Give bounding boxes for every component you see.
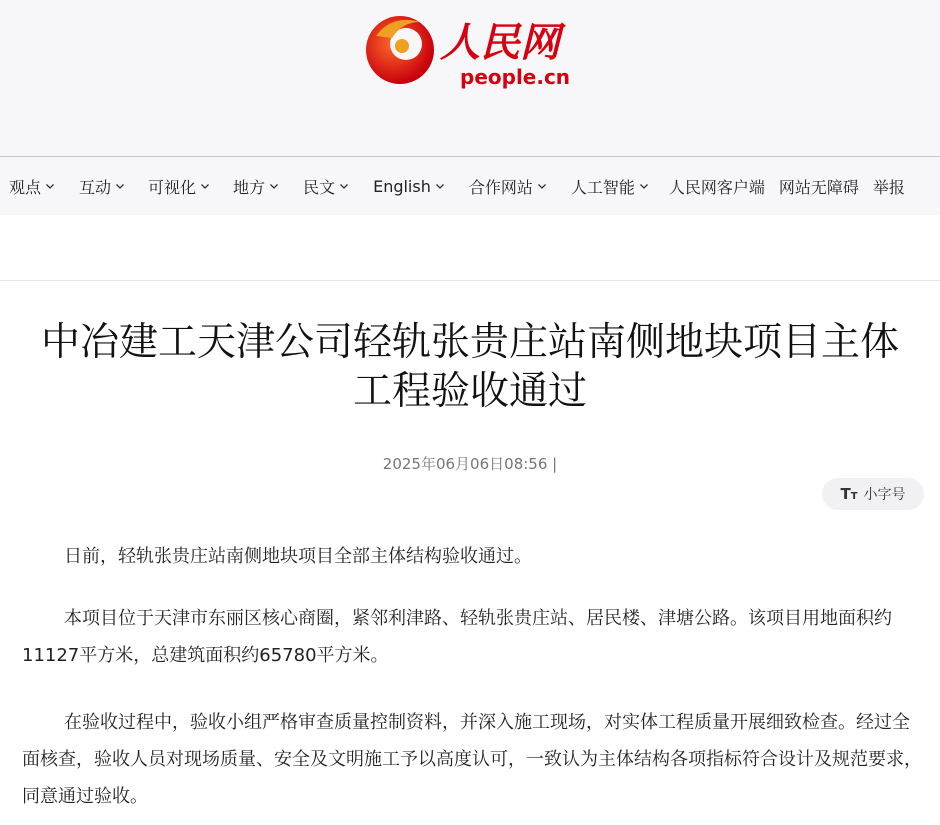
- article-paragraph: 日前，轻轨张贵庄站南侧地块项目全部主体结构验收通过。: [64, 546, 532, 567]
- nav-item[interactable]: [873, 175, 905, 198]
- nav-item-label: 民文: [303, 177, 336, 197]
- main-nav: [0, 156, 940, 215]
- nav-item[interactable]: [373, 177, 445, 196]
- site-header: [0, 0, 940, 156]
- nav-item[interactable]: [9, 175, 55, 198]
- article-paragraph: 本项目位于天津市东丽区核心商圈，紧邻利津路、轻轨张贵庄站、居民楼、津塘公路。该项目用地面积约11127平方米，总建筑面积约65780平方米。: [22, 608, 892, 666]
- nav-item-label: 人工智能: [570, 177, 635, 197]
- chevron-down-icon: [45, 181, 55, 191]
- nav-item-label: 观点: [9, 177, 42, 197]
- article-title-line: 工程验收通过: [352, 369, 587, 414]
- chevron-down-icon: [435, 181, 445, 191]
- chevron-down-icon: [269, 181, 279, 191]
- nav-item-label: 互动: [79, 177, 112, 197]
- nav-item-label: 人民网客户端: [668, 177, 765, 197]
- nav-item-label: 可视化: [148, 177, 197, 197]
- article-dateline: 2025年06月06日08:56 |: [382, 455, 558, 473]
- section-divider: [0, 280, 940, 281]
- text-size-icon: TT: [840, 485, 858, 503]
- nav-item[interactable]: [779, 175, 859, 198]
- chevron-down-icon: [639, 181, 649, 191]
- chevron-down-icon: [115, 181, 125, 191]
- nav-item-label: 合作网站: [468, 177, 533, 197]
- nav-item-label: 网站无障碍: [778, 177, 859, 197]
- nav-item[interactable]: [233, 175, 279, 198]
- nav-item[interactable]: [571, 175, 649, 198]
- chevron-down-icon: [339, 181, 349, 191]
- font-size-toggle-button[interactable]: [822, 478, 924, 510]
- nav-item-label: English: [373, 176, 431, 196]
- font-size-toggle-label: 小字号: [863, 487, 906, 503]
- nav-item[interactable]: [148, 175, 210, 198]
- nav-item-label: 地方: [233, 177, 266, 197]
- article-title: [0, 318, 940, 416]
- nav-item[interactable]: [303, 175, 349, 198]
- nav-item[interactable]: [79, 175, 125, 198]
- article-paragraph: 在验收过程中，验收小组严格审查质量控制资料，并深入施工现场，对实体工程质量开展细致检查。经过全面核查，验收人员对现场质量、安全及文明施工予以高度认可，一致认为主体结构各项指标符合设计及规范要求，同意通过验收。: [22, 712, 922, 807]
- logo-wordmark: 人民网: [440, 19, 560, 66]
- article-title-line: 中冶建工天津公司轻轨张贵庄站南侧地块项目主体: [40, 320, 899, 365]
- svg-text:people.cn: people.cn: [460, 65, 571, 89]
- chevron-down-icon: [200, 181, 210, 191]
- people-cn-logo[interactable]: [362, 8, 592, 92]
- nav-item-label: 举报: [872, 177, 905, 197]
- nav-item[interactable]: [669, 175, 765, 198]
- chevron-down-icon: [537, 181, 547, 191]
- nav-item[interactable]: [469, 175, 547, 198]
